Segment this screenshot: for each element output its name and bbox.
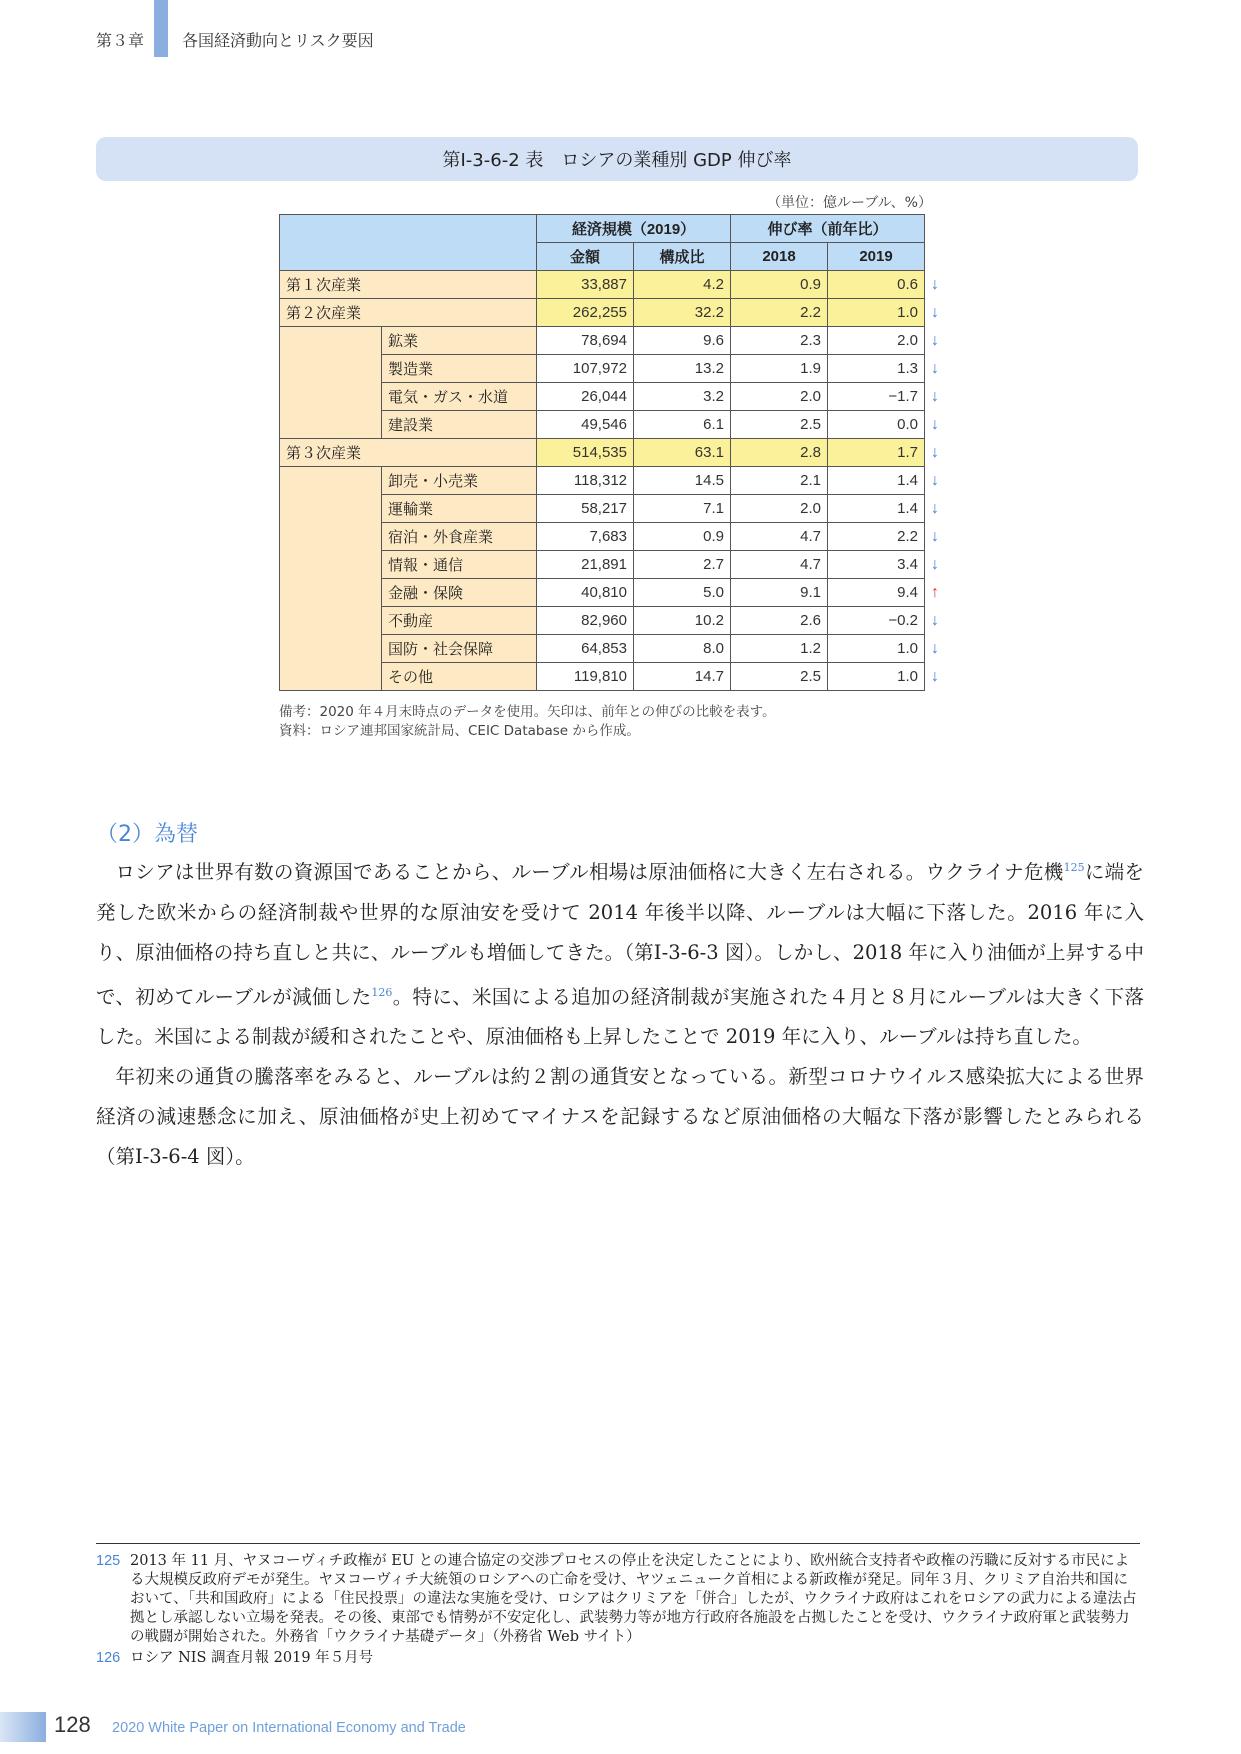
cell-share: 6.1 bbox=[634, 411, 731, 439]
cell-growth-2019: 0.0 bbox=[828, 411, 925, 439]
footnote bbox=[96, 1552, 1140, 1647]
cell-amount: 64,853 bbox=[537, 635, 634, 663]
row-label: 卸売・小売業 bbox=[382, 467, 537, 495]
arrow-down-icon: ↓ bbox=[931, 359, 939, 377]
gdp-growth-table bbox=[279, 214, 955, 691]
footnotes bbox=[96, 1552, 1140, 1670]
table-row bbox=[280, 551, 956, 579]
table-row bbox=[280, 271, 956, 299]
cell-growth-2018: 2.0 bbox=[731, 383, 828, 411]
chapter-title: 各国経済動向とリスク要因 bbox=[182, 31, 374, 50]
cell-growth-2019: 2.0 bbox=[828, 327, 925, 355]
table-row bbox=[280, 523, 956, 551]
footer-accent-bar bbox=[0, 1712, 46, 1742]
arrow-down-icon: ↓ bbox=[931, 415, 939, 433]
cell-amount: 78,694 bbox=[537, 327, 634, 355]
cell-growth-2018: 9.1 bbox=[731, 579, 828, 607]
cell-growth-2018: 2.6 bbox=[731, 607, 828, 635]
table-row bbox=[280, 355, 956, 383]
header-economic-scale: 経済規模（2019） bbox=[537, 215, 731, 243]
cell-share: 10.2 bbox=[634, 607, 731, 635]
cell-growth-2018: 2.1 bbox=[731, 467, 828, 495]
table-row bbox=[280, 467, 956, 495]
table-title: 第Ⅰ-3-6-2 表 ロシアの業種別 GDP 伸び率 bbox=[96, 137, 1138, 181]
row-label: 第２次産業 bbox=[280, 299, 537, 327]
footnote-number: 126 bbox=[96, 1650, 121, 1666]
cell-growth-2018: 4.7 bbox=[731, 523, 828, 551]
table-notes bbox=[279, 703, 776, 741]
cell-growth-2019: 3.4 bbox=[828, 551, 925, 579]
cell-growth-2018: 2.5 bbox=[731, 663, 828, 691]
header-2018: 2018 bbox=[731, 243, 828, 271]
table-row bbox=[280, 495, 956, 523]
cell-growth-2018: 2.2 bbox=[731, 299, 828, 327]
arrow-down-icon: ↓ bbox=[931, 471, 939, 489]
cell-share: 9.6 bbox=[634, 327, 731, 355]
cell-share: 7.1 bbox=[634, 495, 731, 523]
footnote bbox=[96, 1649, 1140, 1668]
arrow-down-icon: ↓ bbox=[931, 499, 939, 517]
category-span-cell bbox=[280, 467, 382, 691]
cell-growth-2018: 0.9 bbox=[731, 271, 828, 299]
row-label: 第３次産業 bbox=[280, 439, 537, 467]
cell-growth-2018: 1.9 bbox=[731, 355, 828, 383]
cell-share: 8.0 bbox=[634, 635, 731, 663]
row-label: 情報・通信 bbox=[382, 551, 537, 579]
row-label: 電気・ガス・水道 bbox=[382, 383, 537, 411]
cell-growth-2019: 1.0 bbox=[828, 635, 925, 663]
footnote-ref[interactable]: 126 bbox=[371, 985, 393, 999]
arrow-down-icon: ↓ bbox=[931, 443, 939, 461]
table-row bbox=[280, 383, 956, 411]
arrow-down-icon: ↓ bbox=[931, 275, 939, 293]
row-label: 鉱業 bbox=[382, 327, 537, 355]
cell-amount: 107,972 bbox=[537, 355, 634, 383]
arrow-down-icon: ↓ bbox=[931, 331, 939, 349]
row-label: 建設業 bbox=[382, 411, 537, 439]
cell-amount: 118,312 bbox=[537, 467, 634, 495]
cell-growth-2019: 1.0 bbox=[828, 299, 925, 327]
cell-amount: 82,960 bbox=[537, 607, 634, 635]
arrow-up-icon: ↑ bbox=[931, 583, 939, 601]
cell-amount: 514,535 bbox=[537, 439, 634, 467]
paragraph: ロシアは世界有数の資源国であることから、ルーブル相場は原油価格に大きく左右される。ウクライナ危機$^{125}$に端を発した欧米からの経済制裁や世界的な原油安を受けて 2014 年後半以降、ルーブルは大幅に下落した。2016 年に入り、原油価格の持ち直しと共に、ルーブルも増価してきた。（第Ⅰ-3-6-3 図）。しかし、2018 年に入り油価が上昇する中で、初めてルーブルが減価した$^{126}$。特に、米国による追加の経済制裁が実施された４月と８月にルーブルは大きく下落した。米国による制裁が緩和されたことや、原油価格も上昇したことで 2019 年に入り、ルーブルは持ち直した。 bbox=[96, 860, 1144, 1048]
cell-growth-2018: 2.5 bbox=[731, 411, 828, 439]
cell-share: 14.5 bbox=[634, 467, 731, 495]
table-remark: 備考：2020 年４月末時点のデータを使用。矢印は、前年との伸びの比較を表す。 bbox=[279, 704, 776, 720]
cell-growth-2019: 1.4 bbox=[828, 495, 925, 523]
row-label: 金融・保険 bbox=[382, 579, 537, 607]
cell-growth-2018: 2.3 bbox=[731, 327, 828, 355]
table-row bbox=[280, 607, 956, 635]
row-label: 製造業 bbox=[382, 355, 537, 383]
cell-share: 2.7 bbox=[634, 551, 731, 579]
footnote-ref[interactable]: 125 bbox=[1063, 861, 1085, 874]
footnote-text: 2013 年 11 月、ヤヌコーヴィチ政権が EU との連合協定の交渉プロセスの停止を決定したことにより、欧州統合支持者や政権の汚職に反対する市民による大規模反政府デモが発生。ヤヌコーヴィチ大統領のロシアへの亡命を受け、ヤツェニューク首相による新政権が発足。同年３月、クリミア自治共和国において、「共和国政府」による「住民投票」の違法な実施を受け、ロシアはクリミアを「併合」したが、ウクライナ政府はこれをロシアの武力による違法占拠とし承認しない立場を発表。その後、東部でも情勢が不安定化し、武装勢力等が地方行政府各施設を占拠したことを受け、ウクライナ政府軍と武装勢力の戦闘が開始された。外務省「ウクライナ基礎データ」（外務省 Web サイト） bbox=[130, 1553, 1137, 1645]
cell-growth-2019: −1.7 bbox=[828, 383, 925, 411]
cell-amount: 33,887 bbox=[537, 271, 634, 299]
table-header-row bbox=[280, 215, 956, 243]
header-share: 構成比 bbox=[634, 243, 731, 271]
body-text bbox=[96, 848, 1144, 1177]
footnote-number: 125 bbox=[96, 1553, 121, 1569]
table-row bbox=[280, 411, 956, 439]
row-label: 第１次産業 bbox=[280, 271, 537, 299]
arrow-down-icon: ↓ bbox=[931, 527, 939, 545]
row-label: 運輸業 bbox=[382, 495, 537, 523]
cell-growth-2018: 2.8 bbox=[731, 439, 828, 467]
page-number: 128 bbox=[54, 1712, 91, 1737]
cell-growth-2018: 1.2 bbox=[731, 635, 828, 663]
cell-amount: 26,044 bbox=[537, 383, 634, 411]
cell-growth-2019: 2.2 bbox=[828, 523, 925, 551]
cell-growth-2019: −0.2 bbox=[828, 607, 925, 635]
cell-amount: 40,810 bbox=[537, 579, 634, 607]
table-row bbox=[280, 579, 956, 607]
category-span-cell bbox=[280, 327, 382, 439]
cell-share: 4.2 bbox=[634, 271, 731, 299]
row-label: その他 bbox=[382, 663, 537, 691]
cell-share: 13.2 bbox=[634, 355, 731, 383]
cell-amount: 262,255 bbox=[537, 299, 634, 327]
row-label: 不動産 bbox=[382, 607, 537, 635]
header-amount: 金額 bbox=[537, 243, 634, 271]
cell-share: 5.0 bbox=[634, 579, 731, 607]
section-heading: （2）為替 bbox=[96, 822, 198, 847]
header-2019: 2019 bbox=[828, 243, 925, 271]
table-row bbox=[280, 663, 956, 691]
cell-growth-2019: 1.7 bbox=[828, 439, 925, 467]
cell-share: 0.9 bbox=[634, 523, 731, 551]
arrow-down-icon: ↓ bbox=[931, 303, 939, 321]
cell-growth-2019: 1.4 bbox=[828, 467, 925, 495]
chapter-label: 第３章 bbox=[96, 31, 145, 50]
arrow-down-icon: ↓ bbox=[931, 639, 939, 657]
table-unit-note: （単位：億ルーブル、%） bbox=[767, 195, 932, 211]
header-blank-cell bbox=[280, 215, 537, 271]
cell-amount: 49,546 bbox=[537, 411, 634, 439]
row-label: 国防・社会保障 bbox=[382, 635, 537, 663]
header-growth-rate: 伸び率（前年比） bbox=[731, 215, 925, 243]
table-source: 資料：ロシア連邦国家統計局、CEIC Database から作成。 bbox=[279, 723, 640, 739]
cell-amount: 7,683 bbox=[537, 523, 634, 551]
arrow-down-icon: ↓ bbox=[931, 667, 939, 685]
cell-growth-2019: 1.3 bbox=[828, 355, 925, 383]
row-label: 宿泊・外食産業 bbox=[382, 523, 537, 551]
cell-growth-2018: 2.0 bbox=[731, 495, 828, 523]
paragraph: 年初来の通貨の騰落率をみると、ルーブルは約２割の通貨安となっている。新型コロナウイルス感染拡大による世界経済の減速懸念に加え、原油価格が史上初めてマイナスを記録するなど原油価格の大幅な下落が影響したとみられる（第Ⅰ-3-6-4 図）。 bbox=[96, 1065, 1144, 1168]
table-row bbox=[280, 635, 956, 663]
header-accent-bar bbox=[154, 0, 168, 57]
cell-growth-2019: 0.6 bbox=[828, 271, 925, 299]
footnote-divider bbox=[96, 1543, 1140, 1544]
table-row bbox=[280, 327, 956, 355]
cell-growth-2019: 9.4 bbox=[828, 579, 925, 607]
cell-growth-2019: 1.0 bbox=[828, 663, 925, 691]
cell-share: 14.7 bbox=[634, 663, 731, 691]
arrow-down-icon: ↓ bbox=[931, 555, 939, 573]
footer-title: 2020 White Paper on International Economy and Trade bbox=[112, 1720, 466, 1736]
cell-share: 3.2 bbox=[634, 383, 731, 411]
cell-amount: 21,891 bbox=[537, 551, 634, 579]
arrow-down-icon: ↓ bbox=[931, 387, 939, 405]
cell-share: 32.2 bbox=[634, 299, 731, 327]
table-row bbox=[280, 299, 956, 327]
cell-share: 63.1 bbox=[634, 439, 731, 467]
table-row bbox=[280, 439, 956, 467]
footnote-text: ロシア NIS 調査月報 2019 年５月号 bbox=[130, 1650, 374, 1666]
arrow-down-icon: ↓ bbox=[931, 611, 939, 629]
cell-amount: 119,810 bbox=[537, 663, 634, 691]
cell-amount: 58,217 bbox=[537, 495, 634, 523]
cell-growth-2018: 4.7 bbox=[731, 551, 828, 579]
